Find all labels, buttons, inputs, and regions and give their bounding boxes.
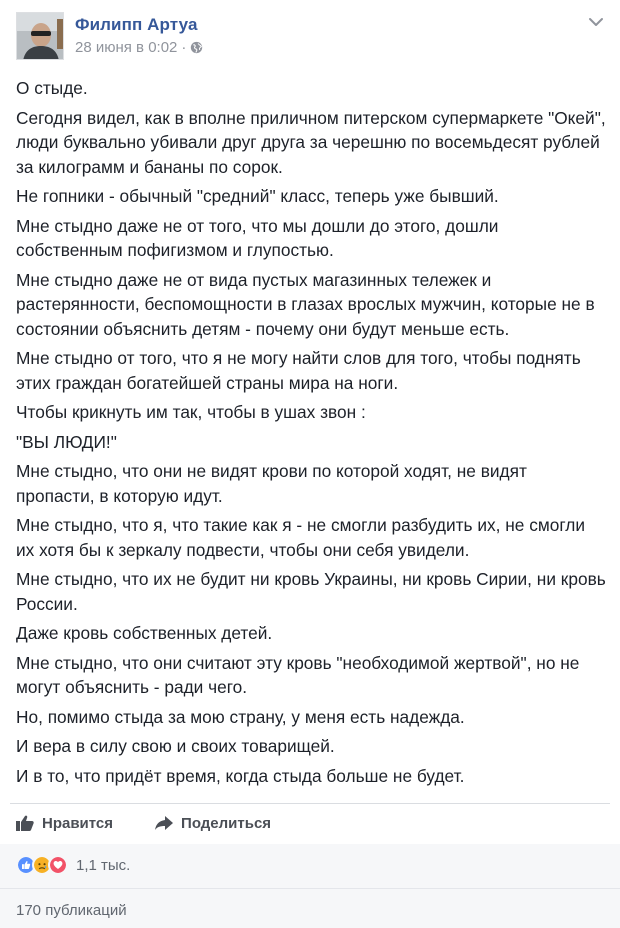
paragraph: "ВЫ ЛЮДИ!": [16, 431, 117, 452]
paragraph: Мне стыдно, что они считают эту кровь "необходимой жертвой", но не могут объяснить - ради чего.: [16, 652, 580, 697]
share-count[interactable]: 170 публикаций: [16, 902, 127, 919]
reaction-summary[interactable]: [16, 855, 130, 875]
paragraph: Мне стыдно от того, что я не могу найти слов для того, чтобы поднять этих граждан богатейшей страны мира на ноги.: [16, 348, 581, 393]
share-label: Поделиться: [181, 814, 272, 832]
meta-separator: ·: [181, 39, 187, 56]
like-button[interactable]: [16, 815, 113, 832]
divider: [10, 803, 610, 804]
thumbs-up-icon: [16, 815, 34, 831]
reaction-count[interactable]: 1,1 тыс.: [76, 856, 131, 874]
paragraph: О стыде.: [16, 78, 88, 98]
paragraph: Сегодня видел, как в вполне приличном питерском супермаркете "Окей", люди буквально убивали друг друга за черешню по восемьдесят рублей за килограмм и бананы по сорок.: [16, 107, 606, 177]
paragraph: Мне стыдно, что их не будит ни кровь Украины, ни кровь Сирии, ни кровь России.: [16, 569, 606, 614]
post-date[interactable]: 28 июня в 0:02: [75, 39, 178, 56]
reactions-bar: [0, 844, 620, 888]
action-bar: [16, 810, 313, 836]
paragraph: Даже кровь собственных детей.: [16, 623, 273, 643]
post-text: [16, 76, 606, 793]
paragraph: И в то, что придёт время, когда стыда больше не будет.: [16, 765, 465, 786]
author-name[interactable]: Филипп Артуа: [75, 15, 198, 34]
paragraph: Мне стыдно, что они не видят крови по которой ходят, не видят пропасти, в которую идут.: [16, 461, 527, 506]
paragraph: Чтобы крикнуть им так, чтобы в ушах звон :: [16, 402, 366, 422]
share-arrow-icon: [155, 815, 173, 831]
love-reaction-icon: [48, 855, 68, 875]
shares-bar: [0, 888, 620, 928]
chevron-down-icon[interactable]: [588, 14, 604, 30]
avatar[interactable]: [16, 12, 64, 60]
share-button[interactable]: [155, 815, 271, 832]
paragraph: Мне стыдно, что я, что такие как я - не смогли разбудить их, не смогли их хотя бы к зеркалу подвести, чтобы они себя увидели.: [16, 515, 585, 560]
post-header: [16, 12, 604, 62]
paragraph: И вера в силу свою и своих товарищей.: [16, 736, 335, 756]
paragraph: Но, помимо стыда за мою страну, у меня есть надежда.: [16, 706, 465, 727]
avatar-photo-icon: [17, 13, 64, 60]
paragraph: Мне стыдно даже не от того, что мы дошли до этого, дошли собственным пофигизмом и глупостью.: [16, 215, 499, 260]
privacy-globe-icon[interactable]: [190, 41, 203, 54]
like-label: Нравится: [42, 814, 114, 832]
paragraph: Не гопники - обычный "средний" класс, теперь уже бывший.: [16, 186, 499, 206]
paragraph: Мне стыдно даже не от вида пустых магазинных тележек и растерянности, беспомощности в глазах врослых мужчин, которые не в состоянии объяснить детям - почему они будут меньше есть.: [16, 269, 595, 339]
post-meta: [75, 39, 203, 56]
